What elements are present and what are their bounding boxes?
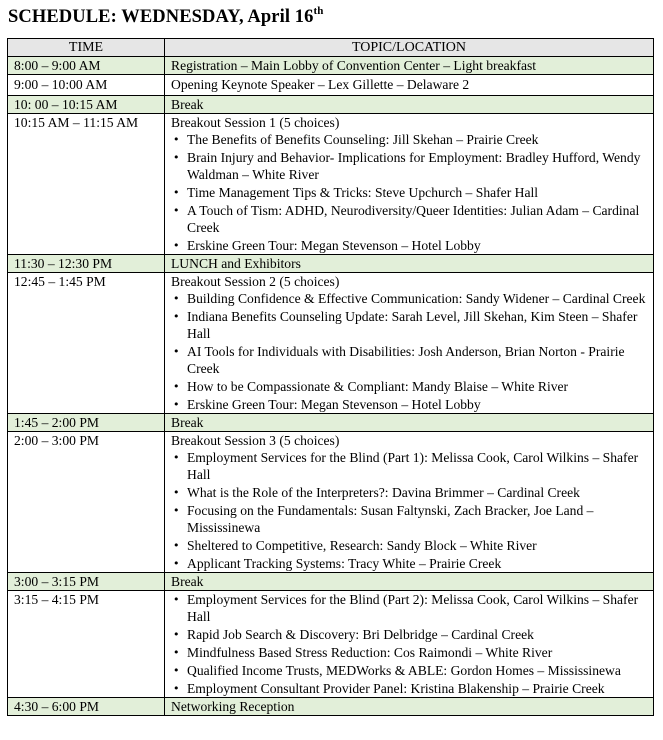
table-row bbox=[8, 273, 654, 414]
topic-cell: Break bbox=[165, 414, 654, 432]
table-row bbox=[8, 698, 654, 716]
list-item: • Erskine Green Tour: Megan Stevenson – Hotel Lobby bbox=[187, 396, 653, 413]
table-header-row bbox=[8, 39, 654, 57]
list-item: • What is the Role of the Interpreters?: Davina Brimmer – Cardinal Creek bbox=[187, 484, 653, 501]
list-item: • Brain Injury and Behavior- Implications for Employment: Bradley Hufford, Wendy Waldman – White River bbox=[187, 149, 653, 183]
list-item: • Sheltered to Competitive, Research: Sandy Block – White River bbox=[187, 537, 653, 554]
list-item: • A Touch of Tism: ADHD, Neurodiversity/Queer Identities: Julian Adam – Cardinal Creek bbox=[187, 202, 653, 236]
list-item: • Employment Services for the Blind (Part 2): Melissa Cook, Carol Wilkins – Shafer Hall bbox=[187, 591, 653, 625]
time-cell: 3:00 – 3:15 PM bbox=[8, 573, 165, 591]
list-item: • How to be Compassionate & Compliant: Mandy Blaise – White River bbox=[187, 378, 653, 395]
time-cell: 1:45 – 2:00 PM bbox=[8, 414, 165, 432]
topic-cell: Break bbox=[165, 96, 654, 114]
time-cell: 12:45 – 1:45 PM bbox=[8, 273, 165, 414]
table-row bbox=[8, 414, 654, 432]
list-item: • Building Confidence & Effective Communication: Sandy Widener – Cardinal Creek bbox=[187, 290, 653, 307]
list-item: • Time Management Tips & Tricks: Steve Upchurch – Shafer Hall bbox=[187, 184, 653, 201]
topic-column-header: TOPIC/LOCATION bbox=[165, 39, 654, 57]
time-cell: 2:00 – 3:00 PM bbox=[8, 432, 165, 573]
list-item: • Employment Consultant Provider Panel: Kristina Blakenship – Prairie Creek bbox=[187, 680, 653, 697]
list-item: • Qualified Income Trusts, MEDWorks & ABLE: Gordon Homes – Mississinewa bbox=[187, 662, 653, 679]
list-item: • AI Tools for Individuals with Disabilities: Josh Anderson, Brian Norton - Prairie Creek bbox=[187, 343, 653, 377]
time-column-header: TIME bbox=[8, 39, 165, 57]
list-item: • Erskine Green Tour: Megan Stevenson – Hotel Lobby bbox=[187, 237, 653, 254]
session-title: Breakout Session 1 (5 choices) bbox=[171, 115, 340, 130]
table-row bbox=[8, 432, 654, 573]
session-list bbox=[171, 591, 653, 697]
topic-cell bbox=[165, 114, 654, 255]
topic-cell bbox=[165, 591, 654, 698]
schedule-table bbox=[7, 38, 654, 716]
table-row bbox=[8, 96, 654, 114]
time-cell: 9:00 – 10:00 AM bbox=[8, 75, 165, 96]
list-item: • The Benefits of Benefits Counseling: Jill Skehan – Prairie Creek bbox=[187, 131, 653, 148]
time-cell: 8:00 – 9:00 AM bbox=[8, 57, 165, 75]
list-item: • Focusing on the Fundamentals: Susan Faltynski, Zach Bracker, Joe Land – Mississinewa bbox=[187, 502, 653, 536]
topic-cell: LUNCH and Exhibitors bbox=[165, 255, 654, 273]
session-title: Breakout Session 3 (5 choices) bbox=[171, 433, 340, 448]
session-list bbox=[171, 290, 653, 413]
table-row bbox=[8, 573, 654, 591]
topic-cell: Registration – Main Lobby of Convention Center – Light breakfast bbox=[165, 57, 654, 75]
table-row bbox=[8, 255, 654, 273]
time-cell: 10: 00 – 10:15 AM bbox=[8, 96, 165, 114]
session-list bbox=[171, 449, 653, 572]
table-row bbox=[8, 591, 654, 698]
topic-cell bbox=[165, 273, 654, 414]
time-cell: 11:30 – 12:30 PM bbox=[8, 255, 165, 273]
page-title: SCHEDULE: WEDNESDAY, April 16th bbox=[8, 5, 324, 28]
list-item: • Indiana Benefits Counseling Update: Sarah Level, Jill Skehan, Kim Steen – Shafer Hall bbox=[187, 308, 653, 342]
time-cell: 4:30 – 6:00 PM bbox=[8, 698, 165, 716]
list-item: • Applicant Tracking Systems: Tracy White – Prairie Creek bbox=[187, 555, 653, 572]
time-cell: 3:15 – 4:15 PM bbox=[8, 591, 165, 698]
table-row bbox=[8, 75, 654, 96]
topic-cell bbox=[165, 432, 654, 573]
session-title: Breakout Session 2 (5 choices) bbox=[171, 274, 340, 289]
list-item: • Mindfulness Based Stress Reduction: Cos Raimondi – White River bbox=[187, 644, 653, 661]
table-row bbox=[8, 57, 654, 75]
list-item: • Employment Services for the Blind (Part 1): Melissa Cook, Carol Wilkins – Shafer Hall bbox=[187, 449, 653, 483]
time-cell: 10:15 AM – 11:15 AM bbox=[8, 114, 165, 255]
topic-cell: Opening Keynote Speaker – Lex Gillette – Delaware 2 bbox=[165, 75, 654, 96]
session-list bbox=[171, 131, 653, 254]
list-item: • Rapid Job Search & Discovery: Bri Delbridge – Cardinal Creek bbox=[187, 626, 653, 643]
topic-cell: Break bbox=[165, 573, 654, 591]
table-row bbox=[8, 114, 654, 255]
topic-cell: Networking Reception bbox=[165, 698, 654, 716]
